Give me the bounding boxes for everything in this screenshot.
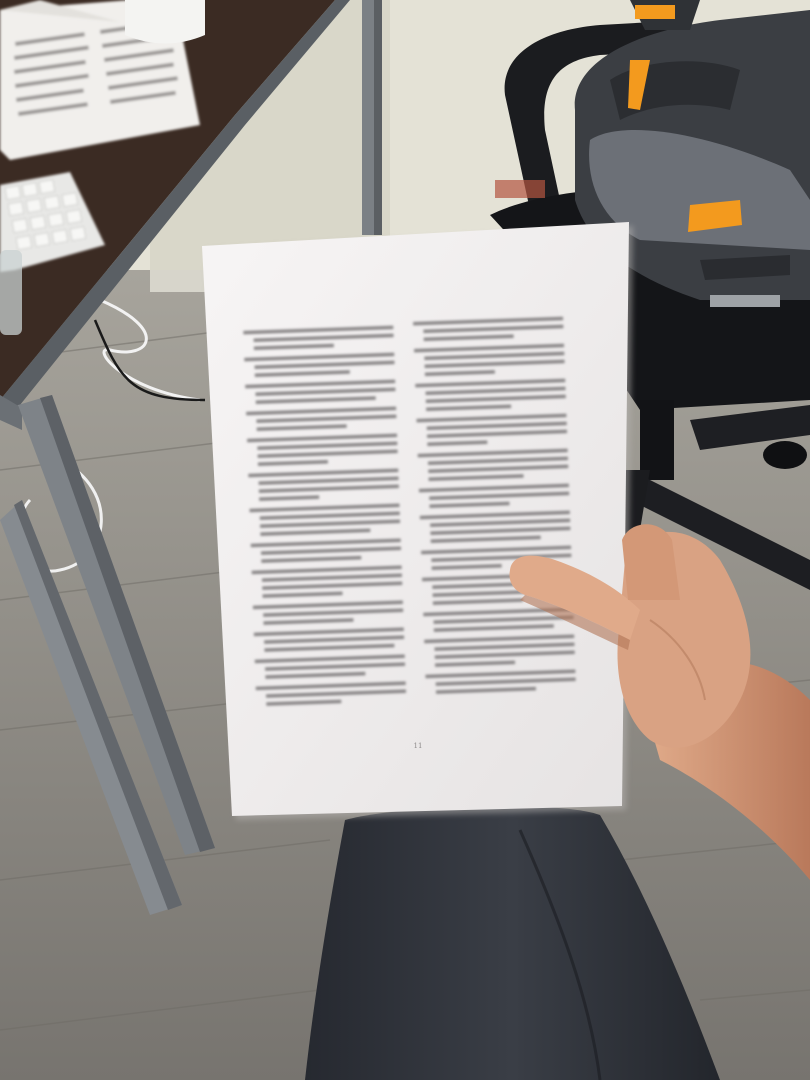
desk-mug: [125, 0, 205, 44]
printed-page: [202, 222, 633, 820]
desk-leg-rear-shade: [374, 0, 382, 235]
page-number: 11: [413, 742, 423, 750]
water-glass: [0, 250, 22, 335]
